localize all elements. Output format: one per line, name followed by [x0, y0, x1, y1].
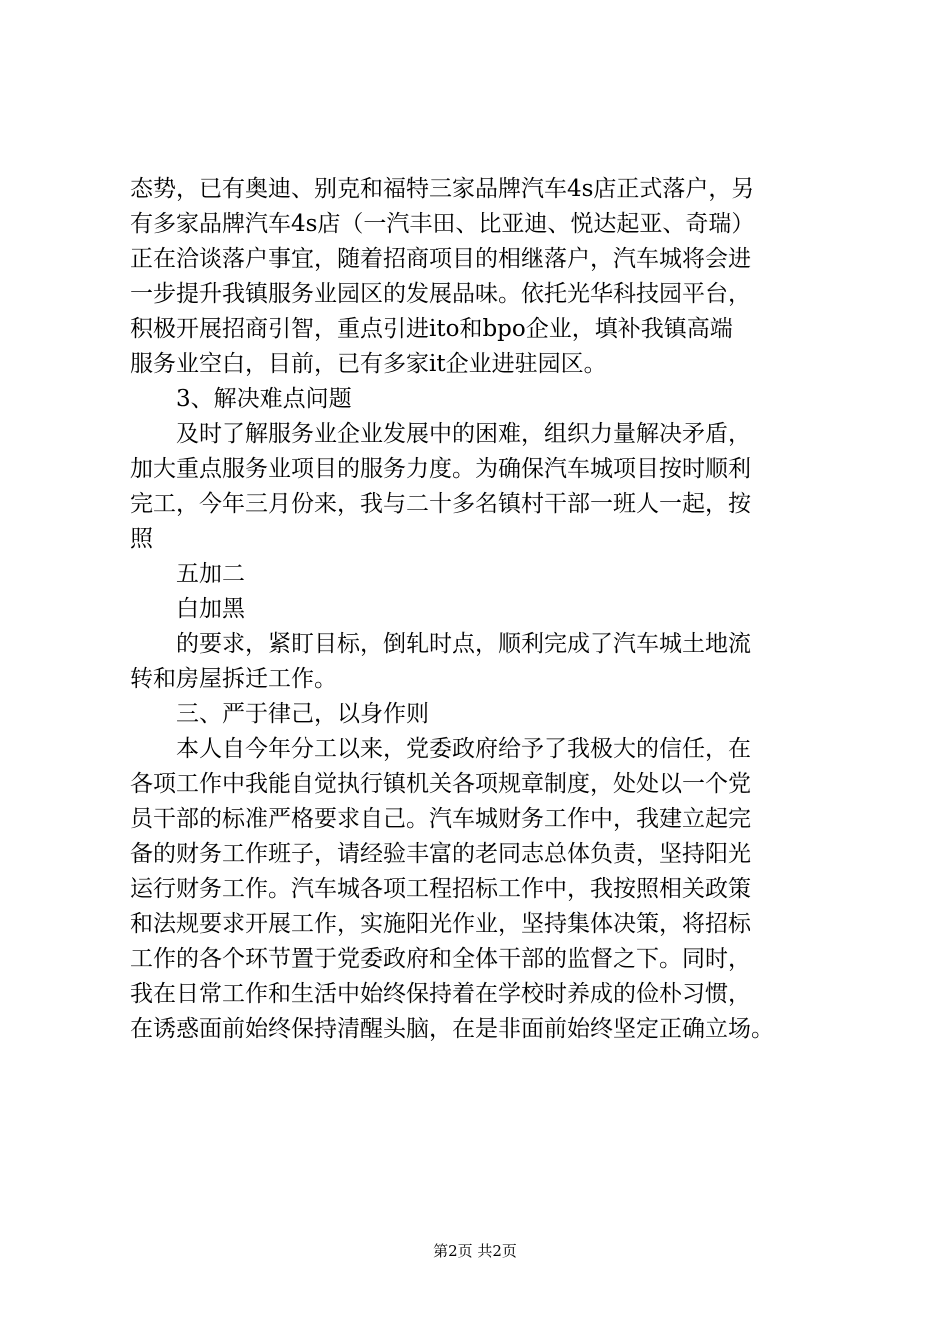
- text-line: 照: [130, 526, 153, 552]
- section-heading: 三、严于律己，以身作则: [130, 701, 429, 727]
- text-line: 态势，已有奥迪、别克和福特三家品牌汽车4s店正式落户，另: [130, 176, 755, 202]
- text-line: 完工，今年三月份来，我与二十多名镇村干部一班人一起，按: [130, 491, 751, 517]
- text-line: 我在日常工作和生活中始终保持着在学校时养成的俭朴习惯，: [130, 981, 751, 1007]
- text-line: 在诱惑面前始终保持清醒头脑，在是非面前始终坚定正确立场。: [130, 1016, 774, 1042]
- text-line: 员干部的标准严格要求自己。汽车城财务工作中，我建立起完: [130, 806, 751, 832]
- text-line: 有多家品牌汽车4s店（一汽丰田、比亚迪、悦达起亚、奇瑞）: [130, 211, 755, 237]
- text-line: 各项工作中我能自觉执行镇机关各项规章制度，处处以一个党: [130, 771, 751, 797]
- text-line: 及时了解服务业企业发展中的困难，组织力量解决矛盾，: [130, 421, 751, 447]
- text-line: 转和房屋拆迁工作。: [130, 666, 337, 692]
- text-line: 五加二: [130, 561, 245, 587]
- text-line: 备的财务工作班子，请经验丰富的老同志总体负责，坚持阳光: [130, 841, 751, 867]
- document-body: [130, 172, 830, 1047]
- text-line: 工作的各个环节置于党委政府和全体干部的监督之下。同时，: [130, 946, 751, 972]
- text-line: 运行财务工作。汽车城各项工程招标工作中，我按照相关政策: [130, 876, 751, 902]
- text-line: 本人自今年分工以来，党委政府给予了我极大的信任，在: [130, 736, 751, 762]
- text-line: 和法规要求开展工作，实施阳光作业，坚持集体决策，将招标: [130, 911, 751, 937]
- text-line: 白加黑: [130, 596, 245, 622]
- text-line: 积极开展招商引智，重点引进ito和bpo企业，填补我镇高端: [130, 316, 733, 342]
- text-line: 一步提升我镇服务业园区的发展品味。依托光华科技园平台，: [130, 281, 751, 307]
- text-line: 加大重点服务业项目的服务力度。为确保汽车城项目按时顺利: [130, 456, 751, 482]
- section-heading: 3、解决难点问题: [130, 386, 352, 412]
- text-line: 服务业空白，目前，已有多家it企业进驻园区。: [130, 351, 607, 377]
- page-number-footer: 第2页 共2页: [433, 1242, 517, 1260]
- text-line: 的要求，紧盯目标，倒轧时点，顺利完成了汽车城土地流: [130, 631, 751, 657]
- text-line: 正在洽谈落户事宜，随着招商项目的相继落户，汽车城将会进: [130, 246, 751, 272]
